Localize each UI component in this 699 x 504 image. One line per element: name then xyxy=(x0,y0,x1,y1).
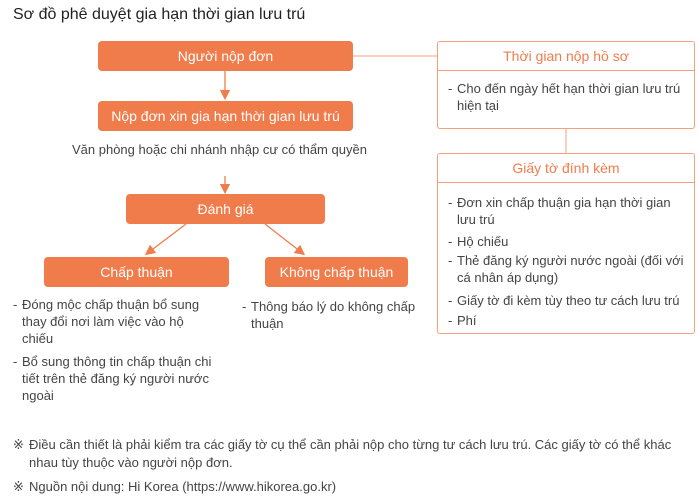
document-item: - Đơn xin chấp thuận gia hạn thời gian lưu trú xyxy=(448,195,671,227)
document-item: - Giấy tờ đi kèm tùy theo tư cách lưu trú xyxy=(448,293,680,308)
timing-panel xyxy=(437,41,695,129)
approved-box xyxy=(44,257,229,287)
approved-item: - Đóng mộc chấp thuận bổ sung thay đổi nơi làm việc vào hộ chiếu xyxy=(13,297,200,346)
approved-label: Chấp thuận xyxy=(100,264,173,280)
applicant-label: Người nộp đơn xyxy=(177,48,274,64)
evaluation-label: Đánh giá xyxy=(197,201,254,217)
note-mark: ※ xyxy=(13,479,24,494)
page-title: Sơ đồ phê duyệt gia hạn thời gian lưu trú xyxy=(13,6,306,23)
application-label: Nộp đơn xin gia hạn thời gian lưu trú xyxy=(111,108,340,124)
document-item: - Phí xyxy=(448,313,477,328)
application-box xyxy=(98,101,353,131)
arrow-evaluation-to-rejected xyxy=(265,224,301,252)
rejected-item: - Thông báo lý do không chấp thuận xyxy=(242,299,416,331)
footnote-text: Điều cần thiết là phải kiểm tra các giấy tờ cụ thể cần phải nộp cho từng tư cách lưu trú. Các giấy tờ có thể khác nhau tùy thuộc vào người nộp đơn. xyxy=(29,437,672,470)
evaluation-box xyxy=(126,194,325,224)
note-mark: ※ xyxy=(13,437,24,452)
arrow-evaluation-to-approved xyxy=(149,224,186,252)
document-item: - Hộ chiếu xyxy=(448,234,509,249)
timing-panel-title: Thời gian nộp hồ sơ xyxy=(438,42,694,71)
rejected-box xyxy=(265,257,408,287)
applicant-box xyxy=(98,41,353,71)
document-item: - Thẻ đăng ký người nước ngoài (đối với cá nhân áp dụng) xyxy=(448,253,684,285)
source-note xyxy=(13,478,693,496)
timing-item: - Cho đến ngày hết hạn thời gian lưu trú hiện tại xyxy=(448,81,681,113)
documents-panel-title: Giấy tờ đính kèm xyxy=(438,154,694,183)
approved-item: - Bổ sung thông tin chấp thuận chi tiết trên thẻ đăng ký người nước ngoài xyxy=(13,354,212,403)
documents-panel xyxy=(437,153,695,334)
rejected-label: Không chấp thuận xyxy=(279,264,394,280)
source-text: Nguồn nội dung: Hi Korea (https://www.hikorea.go.kr) xyxy=(29,479,337,494)
office-note: Văn phòng hoặc chi nhánh nhập cư có thẩm quyền xyxy=(72,142,367,157)
footnote xyxy=(13,436,693,472)
